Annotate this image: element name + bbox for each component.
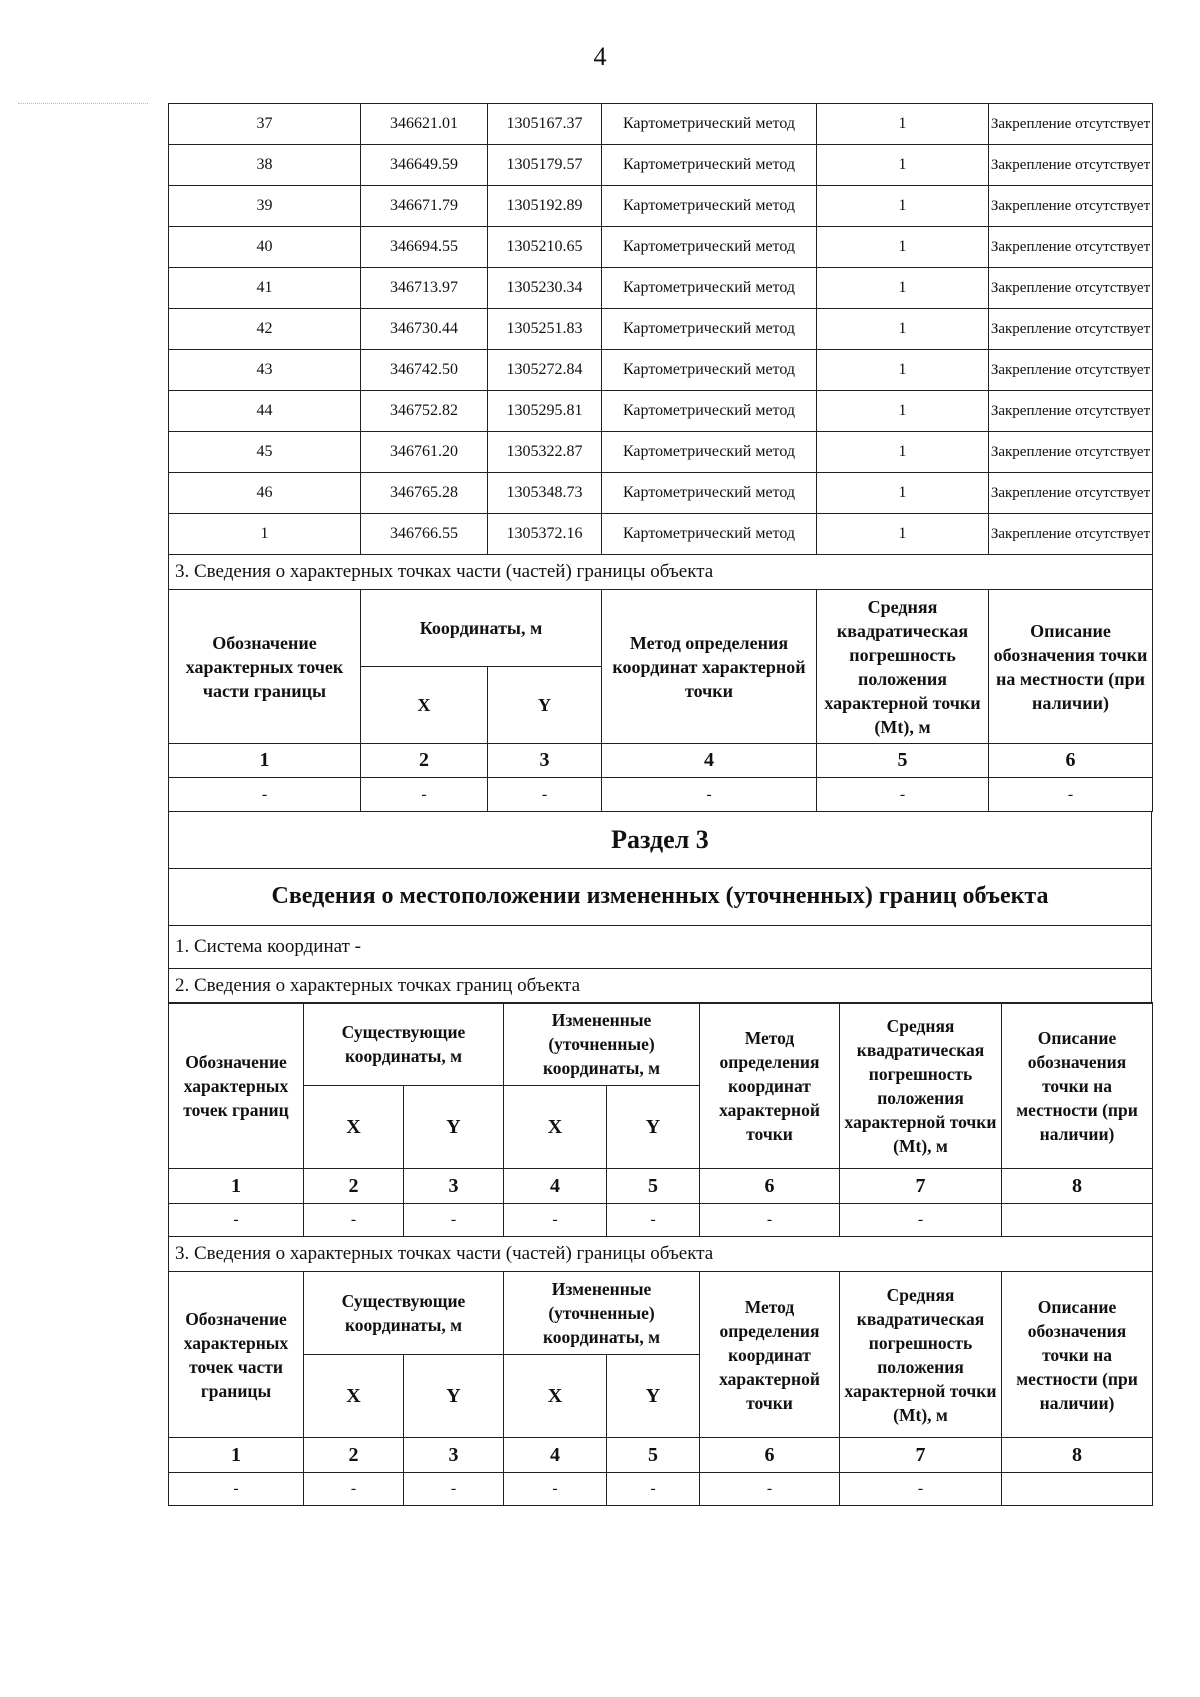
column-number: 6 — [700, 1169, 840, 1204]
point-number: 37 — [169, 104, 361, 145]
header-changed-coordinates: Измененные (уточненные) координаты, м — [504, 1272, 700, 1355]
point-method: Картометрический метод — [602, 432, 817, 473]
column-number: 7 — [840, 1438, 1002, 1473]
coordinates-table — [168, 103, 1153, 812]
point-description: Закрепление отсутствует — [989, 350, 1153, 391]
point-method: Картометрический метод — [602, 350, 817, 391]
point-mt: 1 — [817, 145, 989, 186]
header-x: X — [304, 1086, 404, 1169]
header-mt: Средняя квадратическая погрешность положения характерной точки (Mt), м — [817, 590, 989, 744]
document-body — [168, 103, 1152, 1506]
point-number: 1 — [169, 514, 361, 555]
section3-part3-empty-row — [169, 1473, 1153, 1506]
header-x: X — [504, 1355, 607, 1438]
point-number: 44 — [169, 391, 361, 432]
section3-part2-header-row — [169, 1003, 1153, 1086]
empty-cell: - — [361, 778, 488, 812]
point-description: Закрепление отсутствует — [989, 227, 1153, 268]
column-number: 5 — [607, 1169, 700, 1204]
point-method: Картометрический метод — [602, 104, 817, 145]
point-description: Закрепление отсутствует — [989, 514, 1153, 555]
empty-cell: - — [602, 778, 817, 812]
table-row — [169, 514, 1153, 555]
header-y: Y — [607, 1086, 700, 1169]
coord-system: 1. Система координат - — [169, 925, 1152, 968]
empty-cell: - — [304, 1204, 404, 1237]
section3-part2-caption: 2. Сведения о характерных точках границ объекта — [169, 968, 1152, 1003]
empty-cell: - — [169, 778, 361, 812]
point-x: 346765.28 — [361, 473, 488, 514]
section3-part2-number-row — [169, 1169, 1153, 1204]
point-method: Картометрический метод — [602, 309, 817, 350]
column-number: 2 — [361, 744, 488, 778]
empty-cell: - — [840, 1204, 1002, 1237]
point-description: Закрепление отсутствует — [989, 309, 1153, 350]
empty-cell: - — [404, 1204, 504, 1237]
point-x: 346621.01 — [361, 104, 488, 145]
column-number: 2 — [304, 1438, 404, 1473]
header-y: Y — [488, 667, 602, 744]
section2-part3-number-row — [169, 744, 1153, 778]
section3-part2-empty-row — [169, 1204, 1153, 1237]
header-changed-coordinates: Измененные (уточненные) координаты, м — [504, 1003, 700, 1086]
point-y: 1305372.16 — [488, 514, 602, 555]
column-number: 4 — [504, 1169, 607, 1204]
table-row — [169, 391, 1153, 432]
column-number: 8 — [1002, 1438, 1153, 1473]
page-number: 4 — [593, 42, 607, 71]
point-mt: 1 — [817, 309, 989, 350]
header-designation: Обозначение характерных точек границ — [169, 1003, 304, 1169]
point-mt: 1 — [817, 391, 989, 432]
table-row — [169, 350, 1153, 391]
header-y: Y — [404, 1355, 504, 1438]
header-x: X — [504, 1086, 607, 1169]
header-existing-coordinates: Существующие координаты, м — [304, 1272, 504, 1355]
point-mt: 1 — [817, 473, 989, 514]
section2-part3-empty-row — [169, 778, 1153, 812]
column-number: 1 — [169, 744, 361, 778]
point-number: 40 — [169, 227, 361, 268]
header-existing-coordinates: Существующие координаты, м — [304, 1003, 504, 1086]
section3-part2-caption-row — [169, 968, 1152, 1003]
empty-cell: - — [989, 778, 1153, 812]
section3-title-row — [169, 811, 1152, 868]
point-number: 38 — [169, 145, 361, 186]
column-number: 5 — [817, 744, 989, 778]
point-x: 346766.55 — [361, 514, 488, 555]
column-number: 8 — [1002, 1169, 1153, 1204]
empty-cell: - — [504, 1204, 607, 1237]
column-number: 3 — [488, 744, 602, 778]
point-mt: 1 — [817, 350, 989, 391]
point-description: Закрепление отсутствует — [989, 145, 1153, 186]
empty-cell: - — [404, 1473, 504, 1506]
empty-cell: - — [504, 1473, 607, 1506]
table-row — [169, 309, 1153, 350]
column-number: 3 — [404, 1438, 504, 1473]
header-designation: Обозначение характерных точек части границы — [169, 1272, 304, 1438]
point-number: 45 — [169, 432, 361, 473]
empty-cell: - — [840, 1473, 1002, 1506]
section2-part3-caption: 3. Сведения о характерных точках части (частей) границы объекта — [169, 555, 1153, 590]
empty-cell: - — [607, 1204, 700, 1237]
empty-cell — [1002, 1204, 1153, 1237]
point-mt: 1 — [817, 268, 989, 309]
table-row — [169, 145, 1153, 186]
header-mt: Средняя квадратическая погрешность положения характерной точки (Mt), м — [840, 1003, 1002, 1169]
point-mt: 1 — [817, 514, 989, 555]
section3-part2-table — [168, 1002, 1153, 1506]
point-mt: 1 — [817, 227, 989, 268]
section3-part3-header-row — [169, 1272, 1153, 1355]
point-description: Закрепление отсутствует — [989, 391, 1153, 432]
point-method: Картометрический метод — [602, 391, 817, 432]
point-description: Закрепление отсутствует — [989, 432, 1153, 473]
column-number: 7 — [840, 1169, 1002, 1204]
point-y: 1305272.84 — [488, 350, 602, 391]
table-row — [169, 227, 1153, 268]
point-description: Закрепление отсутствует — [989, 268, 1153, 309]
section2-part3-header-row — [169, 590, 1153, 667]
point-method: Картометрический метод — [602, 186, 817, 227]
point-method: Картометрический метод — [602, 227, 817, 268]
table-row — [169, 432, 1153, 473]
column-number: 3 — [404, 1169, 504, 1204]
point-y: 1305210.65 — [488, 227, 602, 268]
header-coordinates: Координаты, м — [361, 590, 602, 667]
point-number: 46 — [169, 473, 361, 514]
header-x: X — [361, 667, 488, 744]
point-y: 1305230.34 — [488, 268, 602, 309]
empty-cell: - — [607, 1473, 700, 1506]
header-description: Описание обозначения точки на местности (при наличии) — [1002, 1272, 1153, 1438]
point-x: 346742.50 — [361, 350, 488, 391]
scan-artifact-line — [18, 103, 148, 104]
empty-cell — [1002, 1473, 1153, 1506]
header-method: Метод определения координат характерной точки — [700, 1272, 840, 1438]
point-number: 41 — [169, 268, 361, 309]
header-y: Y — [607, 1355, 700, 1438]
column-number: 6 — [989, 744, 1153, 778]
table-row — [169, 473, 1153, 514]
section2-part3-caption-row — [169, 555, 1153, 590]
point-x: 346752.82 — [361, 391, 488, 432]
column-number: 4 — [504, 1438, 607, 1473]
point-number: 43 — [169, 350, 361, 391]
table-row — [169, 268, 1153, 309]
column-number: 5 — [607, 1438, 700, 1473]
point-y: 1305295.81 — [488, 391, 602, 432]
point-method: Картометрический метод — [602, 473, 817, 514]
point-description: Закрепление отсутствует — [989, 104, 1153, 145]
point-method: Картометрический метод — [602, 268, 817, 309]
point-y: 1305192.89 — [488, 186, 602, 227]
point-method: Картометрический метод — [602, 145, 817, 186]
point-number: 39 — [169, 186, 361, 227]
section3-subtitle-row — [169, 868, 1152, 925]
header-method: Метод определения координат характерной точки — [602, 590, 817, 744]
header-mt: Средняя квадратическая погрешность положения характерной точки (Mt), м — [840, 1272, 1002, 1438]
table-row — [169, 104, 1153, 145]
empty-cell: - — [817, 778, 989, 812]
empty-cell: - — [169, 1204, 304, 1237]
point-mt: 1 — [817, 104, 989, 145]
point-mt: 1 — [817, 432, 989, 473]
section3-part3-caption: 3. Сведения о характерных точках части (частей) границы объекта — [169, 1237, 1153, 1272]
table-row — [169, 186, 1153, 227]
header-y: Y — [404, 1086, 504, 1169]
empty-cell: - — [488, 778, 602, 812]
empty-cell: - — [700, 1204, 840, 1237]
section3-title-table — [168, 811, 1152, 1004]
header-description: Описание обозначения точки на местности (при наличии) — [1002, 1003, 1153, 1169]
point-description: Закрепление отсутствует — [989, 186, 1153, 227]
header-designation: Обозначение характерных точек части границы — [169, 590, 361, 744]
section3-part3-number-row — [169, 1438, 1153, 1473]
point-y: 1305322.87 — [488, 432, 602, 473]
header-description: Описание обозначения точки на местности (при наличии) — [989, 590, 1153, 744]
section3-part3-caption-row — [169, 1237, 1153, 1272]
section3-subtitle: Сведения о местоположении измененных (уточненных) границ объекта — [169, 868, 1152, 925]
coord-system-row — [169, 925, 1152, 968]
column-number: 1 — [169, 1438, 304, 1473]
column-number: 6 — [700, 1438, 840, 1473]
coordinates-table-body — [169, 104, 1153, 812]
column-number: 1 — [169, 1169, 304, 1204]
point-x: 346730.44 — [361, 309, 488, 350]
header-method: Метод определения координат характерной точки — [700, 1003, 840, 1169]
empty-cell: - — [169, 1473, 304, 1506]
point-x: 346649.59 — [361, 145, 488, 186]
point-x: 346761.20 — [361, 432, 488, 473]
point-method: Картометрический метод — [602, 514, 817, 555]
point-x: 346713.97 — [361, 268, 488, 309]
point-y: 1305251.83 — [488, 309, 602, 350]
header-x: X — [304, 1355, 404, 1438]
point-number: 42 — [169, 309, 361, 350]
point-x: 346671.79 — [361, 186, 488, 227]
point-description: Закрепление отсутствует — [989, 473, 1153, 514]
point-y: 1305179.57 — [488, 145, 602, 186]
empty-cell: - — [700, 1473, 840, 1506]
point-x: 346694.55 — [361, 227, 488, 268]
point-y: 1305348.73 — [488, 473, 602, 514]
section3-title: Раздел 3 — [169, 811, 1152, 868]
empty-cell: - — [304, 1473, 404, 1506]
column-number: 2 — [304, 1169, 404, 1204]
point-mt: 1 — [817, 186, 989, 227]
point-y: 1305167.37 — [488, 104, 602, 145]
column-number: 4 — [602, 744, 817, 778]
